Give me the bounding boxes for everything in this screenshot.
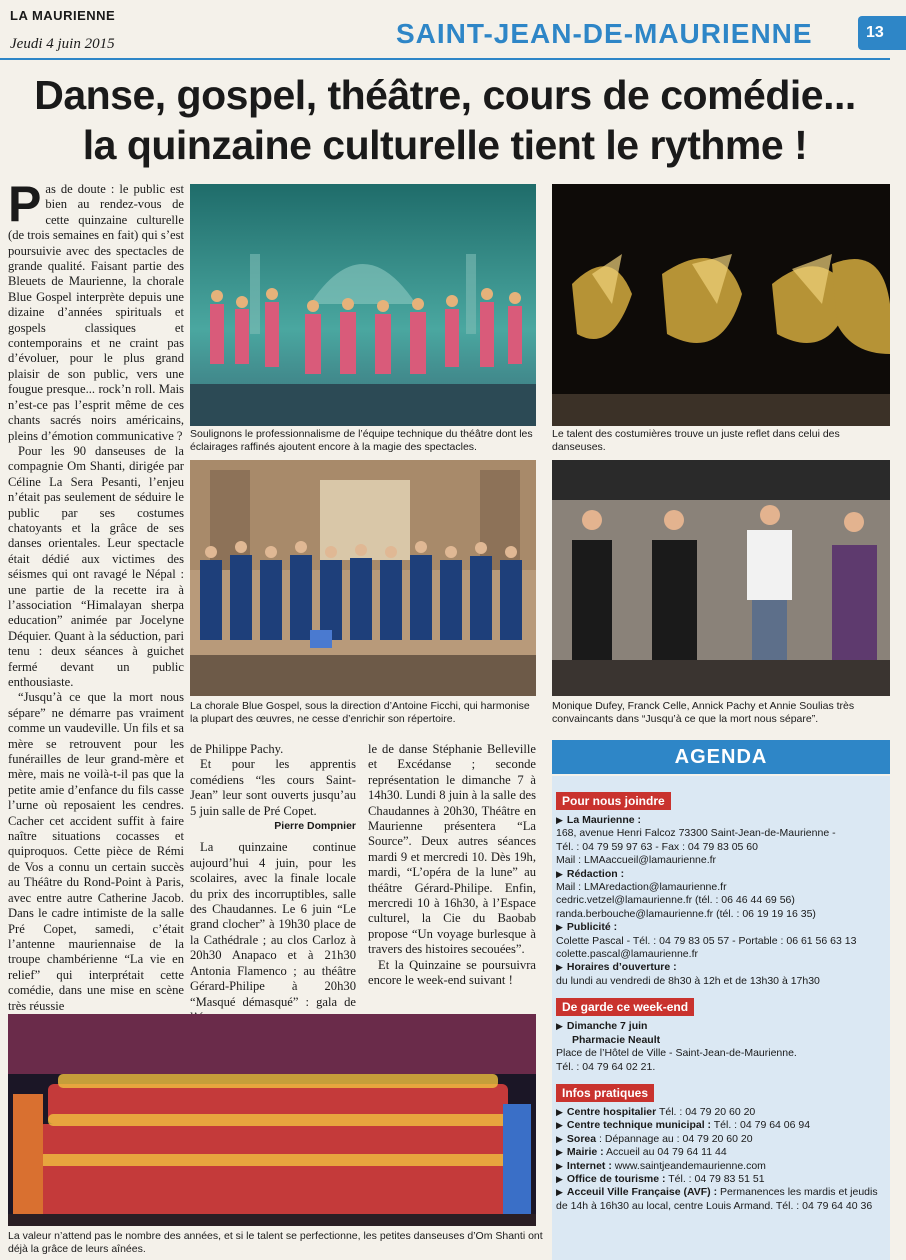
paragraph: Et la Quinzaine se poursuivra encore le week-end suivant ! xyxy=(368,957,536,988)
pharmacy-name: Pharmacie Neault xyxy=(572,1033,661,1046)
label-publicite: Publicité : xyxy=(566,921,618,934)
triangle-icon: ▶ xyxy=(556,815,563,825)
photo-golden-wings-dancers xyxy=(552,184,890,426)
article-column-2 xyxy=(190,742,356,1012)
contact-publicite: Colette Pascal - Tél. : 04 79 83 05 57 - Portable : 06 61 56 63 13 xyxy=(556,934,857,947)
photo-theatre-actors xyxy=(552,460,890,696)
caption-photo-4: Monique Dufey, Franck Celle, Annick Pachy et Annie Soulias très convaincants dans “Jusqu’à ce que la mort nous sépare”. xyxy=(552,700,855,725)
paragraph: “Jusqu’à ce que la mort nous sépare” ne démarre pas vraiment comme un vaudeville. Un fils et sa mère se retrouvent pour les funérailles de leur grand-mère et mère, mais ne voilà-t-il pas que la petite amie d’enfance du fils casse l’urne où reposaient les cendres. Cacher cet accident suffit à faire naître situations cocasses et quiproquos. Cette pièce de Rémi de Vos a connu un certain succès au Théâtre du Rond-Point à Paris, avec entre autre Catherine Jacob. Dans le cadre intimiste de la salle Pré Copet, samedi, c’était l’antenne mauriennaise de la troupe chambérienne “La vie en relief” qui interprétait cette comédie, dans une mise en scène très réussie xyxy=(8,690,184,1013)
contact-redaction-2[interactable]: randa.berbouche@lamaurienne.fr (tél. : 06 19 19 16 35) xyxy=(556,907,816,920)
paragraph: as de doute : le public est bien au rendez-vous de cette quinzaine culturelle (de trois semaines en fait) qui s’est poursuivie avec des spectacles de grande qualité. Faisant partie des Bleuets de Maurienne, la chorale Blue Gospel interprète depuis une dizaine d’années spirituals et gospels classiques et contemporains et ne craint pas d’évoluer, pour le plus grand plaisir de son public, vers une fougue presque... rock’n roll. Mais n’est-ce pas l’esprit même de ces chants sacrés noirs américains, pleins d’émotion communicative ? xyxy=(8,182,184,443)
tag-de-garde: De garde ce week-end xyxy=(556,998,694,1016)
tag-infos-pratiques: Infos pratiques xyxy=(556,1084,654,1102)
caption-photo-2: Le talent des costumières trouve un juste reflet dans celui des danseuses. xyxy=(552,428,840,453)
article-column-3 xyxy=(368,742,536,1012)
email-accueil[interactable]: Mail : LMAaccueil@lamaurienne.fr xyxy=(556,854,717,867)
caption-photo-5: La valeur n’attend pas le nombre des années, et si le talent se perfectionne, les petites danseuses d’Om Shanti ont déjà la grâce de leurs aînées. xyxy=(8,1230,543,1255)
pharmacy-address: Place de l’Hôtel de Ville - Saint-Jean-de-Maurienne. xyxy=(556,1047,797,1060)
issue-date: Jeudi 4 juin 2015 xyxy=(10,36,115,52)
paragraph: de Philippe Pachy. xyxy=(190,742,284,756)
photo-young-dancers xyxy=(8,1014,536,1226)
opening-hours: du lundi au vendredi de 8h30 à 12h et de 13h30 à 17h30 xyxy=(556,974,820,987)
triangle-icon: ▶ xyxy=(556,922,563,933)
article-column-1 xyxy=(8,176,184,1013)
info-item: ▶ Centre technique municipal : Tél. : 04 79 64 06 94 xyxy=(556,1119,811,1132)
page-number: 13 xyxy=(858,16,906,50)
triangle-icon: ▶ xyxy=(556,1187,563,1198)
tag-pour-nous-joindre: Pour nous joindre xyxy=(556,792,671,810)
info-item: ▶ Sorea : Dépannage au : 04 79 20 60 20 xyxy=(556,1132,753,1145)
email-publicite[interactable]: colette.pascal@lamaurienne.fr xyxy=(556,948,698,961)
caption-photo-1: Soulignons le professionnalisme de l’équipe technique du théâtre dont les éclairages raffinés ajoutent encore à la magie des spectacles. xyxy=(190,428,533,453)
photo-gospel-choir xyxy=(190,460,536,696)
triangle-icon: ▶ xyxy=(556,1173,563,1184)
header-rule xyxy=(0,58,890,60)
headline-line-1: Danse, gospel, théâtre, cours de comédie... xyxy=(34,72,856,118)
phone-fax: Tél. : 04 79 59 97 63 - Fax : 04 79 83 05 60 xyxy=(556,840,758,853)
triangle-icon: ▶ xyxy=(556,1021,563,1032)
info-item: ▶ Acceuil Ville Française (AVF) : Permanences les mardis et jeudis de 14h à 16h30 au local, centre Louis Armand. Tél. : 04 79 64 40 36 xyxy=(556,1186,878,1212)
info-item: ▶ Mairie : Accueil au 04 79 64 11 44 xyxy=(556,1146,727,1159)
section-title: SAINT-JEAN-DE-MAURIENNE xyxy=(396,18,813,49)
label-horaires: Horaires d’ouverture : xyxy=(566,961,677,974)
agenda-box xyxy=(552,776,890,1260)
info-item: ▶ Office de tourisme : Tél. : 04 79 83 51 51 xyxy=(556,1172,765,1185)
label-la-maurienne: La Maurienne : xyxy=(566,814,642,826)
email-redaction[interactable]: Mail : LMAredaction@lamaurienne.fr xyxy=(556,881,727,894)
label-redaction: Rédaction : xyxy=(566,867,625,880)
garde-day: Dimanche 7 juin xyxy=(566,1020,648,1033)
triangle-icon: ▶ xyxy=(556,1106,563,1117)
address: 168, avenue Henri Falcoz 73300 Saint-Jean-de-Maurienne - xyxy=(556,827,836,840)
triangle-icon: ▶ xyxy=(556,1160,563,1171)
newspaper-name: LA MAURIENNE xyxy=(10,8,116,23)
triangle-icon: ▶ xyxy=(556,1120,563,1131)
triangle-icon: ▶ xyxy=(556,962,563,973)
paragraph: Et pour les apprentis comédiens “les cours Saint-Jean” leur sont ouverts jusqu’au 5 juin salle de Pré Copet. xyxy=(190,757,356,818)
info-item: ▶ Centre hospitalier Tél. : 04 79 20 60 20 xyxy=(556,1105,756,1118)
paragraph: le de danse Stéphanie Belleville et Excédanse ; seconde représentation le dimanche 7 à 14h30. Lundi 8 juin à la salle des Chaudannes à 20h30, Théâtre en Maurienne présentera “La Source”. Deux autres séances mardi 9 et mercredi 10. Dès 19h, mardi, “L’opéra de la lune” au théâtre Gérard-Philipe. Enfin, mercredi 10 à 16h30, à l’Espace culturel, la Cie du Baobab propose “Un voyage burlesque à travers des histoires secouées”. xyxy=(368,742,536,957)
headline-line-2: la quinzaine culturelle tient le rythme ! xyxy=(82,122,808,168)
info-item[interactable]: ▶ Internet : www.saintjeandemaurienne.com xyxy=(556,1159,766,1172)
photo-stage-dancers xyxy=(190,184,536,426)
paragraph: La quinzaine continue aujourd’hui 4 juin, pour les scolaires, avec la finale locale du prix des incorruptibles, salle des Chaudannes. Le 6 juin “Le grand clocher” à 19h30 place de la Cathédrale ; au clos Carloz à 20h30 Anapaco et à 21h30 Antonia Flamenco ; au théâtre Gérard-Philipe à 20h30 “Masqué démasqué” : gala de xyxy=(190,840,356,1009)
author-signature: Pierre Dompnier xyxy=(274,820,356,833)
triangle-icon: ▶ xyxy=(556,868,563,879)
pharmacy-phone: Tél. : 04 79 64 02 21. xyxy=(556,1060,656,1073)
caption-photo-3: La chorale Blue Gospel, sous la direction d’Antoine Ficchi, qui harmonise la plupart des œuvres, ne cesse d’enrichir son répertoire. xyxy=(190,700,530,725)
paragraph: Pour les 90 danseuses de la compagnie Om Shanti, dirigée par Céline La Sera Pesanti, l’enjeu n’était pas seulement de séduire le public par ses costumes chatoyants et la grâce de ses danses orientales. Leur spectacle était dédié aux victimes des séismes qui ont ravagé le Népal : une partie de la recette ira à l’association “Himalayan sherpa education” animée par Jocelyne Déquier. Quant à la séduction, pari tenu : deux séances à guichet fermé devant un public enthousiaste. xyxy=(8,443,184,689)
contact-redaction-1[interactable]: cedric.vetzel@lamaurienne.fr (tél. : 06 46 44 69 56) xyxy=(556,894,795,907)
agenda-header: AGENDA xyxy=(552,740,890,774)
triangle-icon: ▶ xyxy=(556,1133,563,1144)
triangle-icon: ▶ xyxy=(556,1147,563,1158)
drop-cap: P xyxy=(8,176,42,232)
